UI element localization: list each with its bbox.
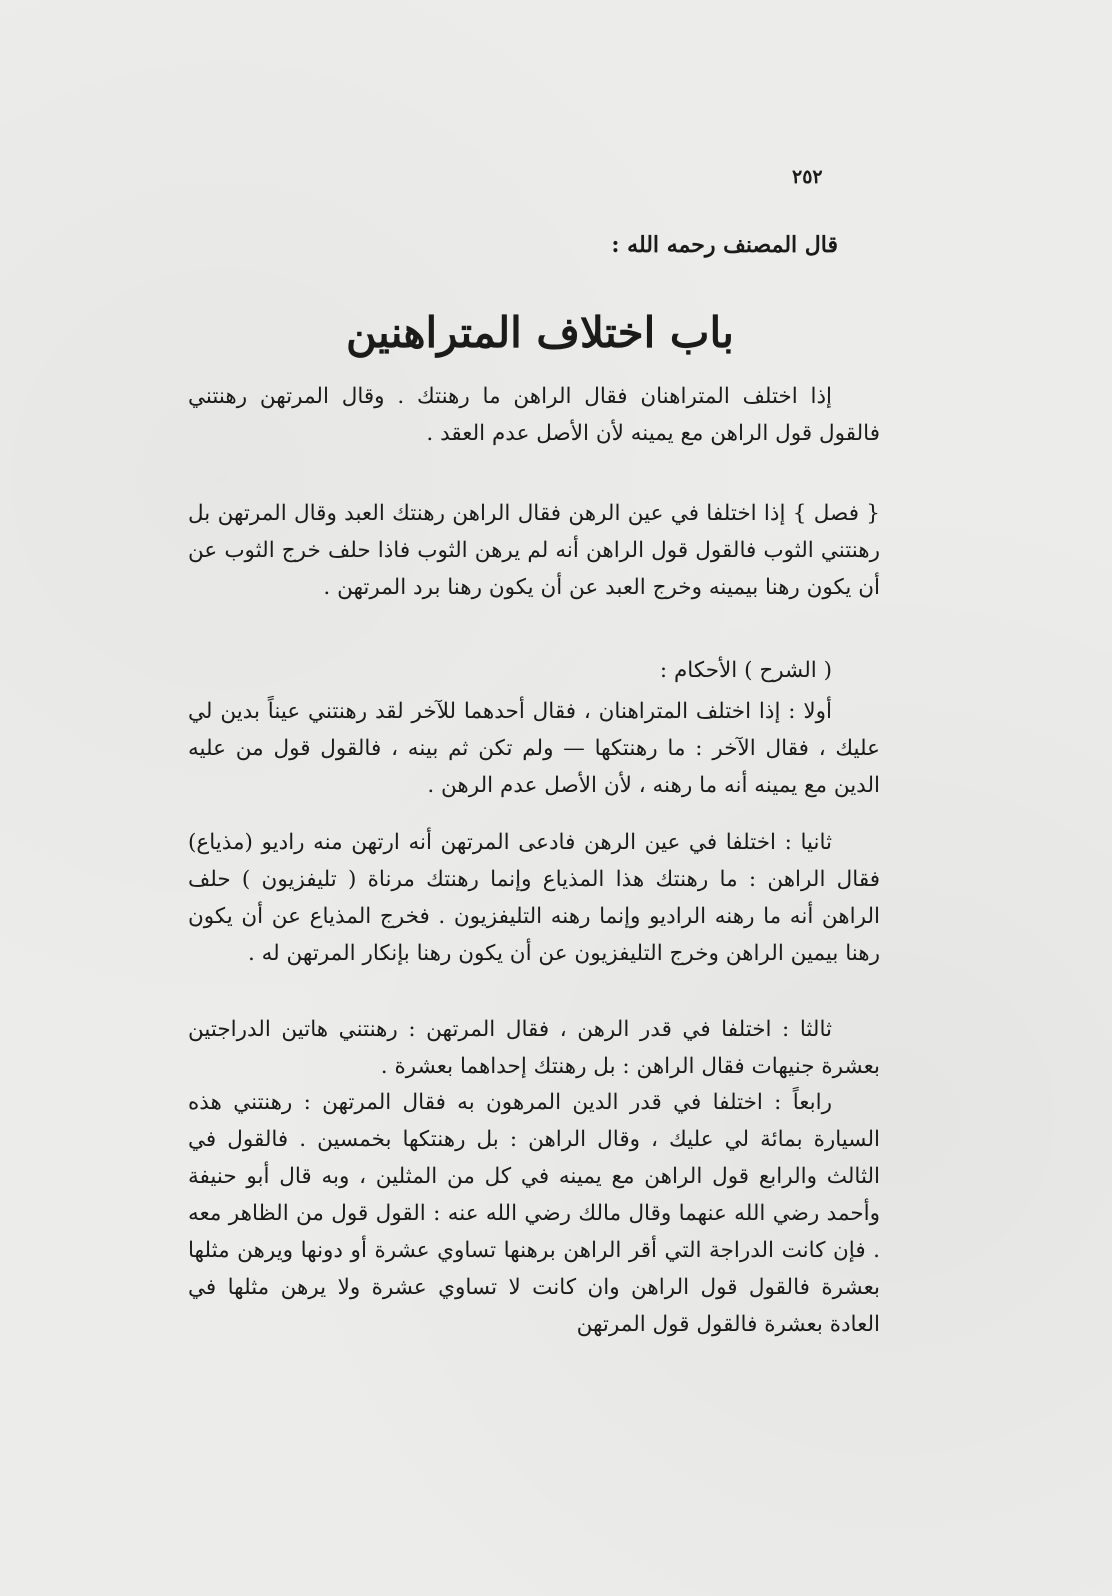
paragraph-third: ثالثا : اختلفا في قدر الرهن ، فقال المرتهن : رهنتني هاتين الدراجتين بعشرة جنيهات فقال الراهن : بل رهنتك إحداهما بعشرة . (188, 1017, 880, 1079)
chapter-title: باب اختلاف المتراهنين (346, 308, 734, 357)
paragraph-fourth: رابعاً : اختلفا في قدر الدين المرهون به فقال المرتهن : رهنتني هذه السيارة بمائة لي عليك ، وقال الراهن : بل رهنتكها بخمسين . فالقول في الثالث والرابع قول الراهن مع يمينه في كل من المثلين ، وبه قال أبو حنيفة وأحمد رضي الله عنهما وقال مالك رضي الله عنه : القول قول من الظاهر معه . فإن كانت الدراجة التي أقر الراهن برهنها تساوي عشرة أو دونها ويرهن مثلها بعشرة فالقول قول الراهن وان كانت لا تساوي عشرة ولا يرهن مثلها في العادة بعشرة فالقول قول المرتهن (188, 1090, 881, 1337)
paragraph-intro: إذا اختلف المتراهنان فقال الراهن ما رهنتك . وقال المرتهن رهنتني فالقول قول الراهن مع يمينه لأن الأصل عدم العقد . (188, 384, 880, 446)
paragraph-sharh-heading: ( الشرح ) الأحكام : (659, 658, 832, 683)
page-number: ٢٥٢ (792, 166, 823, 188)
paragraph-second: ثانيا : اختلفا في عين الرهن فادعى المرتهن أنه ارتهن منه راديو (مذياع) فقال الراهن : ما رهنتك هذا المذياع وإنما رهنتك مرناة ( تليفزيون ) حلف الراهن أنه ما رهنه الراديو وإنما رهنه التليفزيون . فخرج المذياع عن أن يكون رهنا بيمين الراهن وخرج التليفزيون عن أن يكون رهنا بإنكار المرتهن له . (188, 830, 880, 966)
author-line: قال المصنف رحمه الله : (611, 232, 838, 258)
paragraph-fasl: { فصل } إذا اختلفا في عين الرهن فقال الراهن رهنتك العبد وقال المرتهن بل رهنتني الثوب فالقول قول الراهن أنه لم يرهن الثوب فاذا حلف خرج الثوب عن أن يكون رهنا بيمينه وخرج العبد عن أن يكون رهنا برد المرتهن . (188, 501, 880, 600)
paragraph-first: أولا : إذا اختلف المتراهنان ، فقال أحدهما للآخر لقد رهنتني عيناً بدين لي عليك ، فقال الآخر : ما رهنتكها — ولم تكن ثم بينه ، فالقول قول من عليه الدين مع يمينه أنه ما رهنه ، لأن الأصل عدم الرهن . (188, 699, 880, 798)
